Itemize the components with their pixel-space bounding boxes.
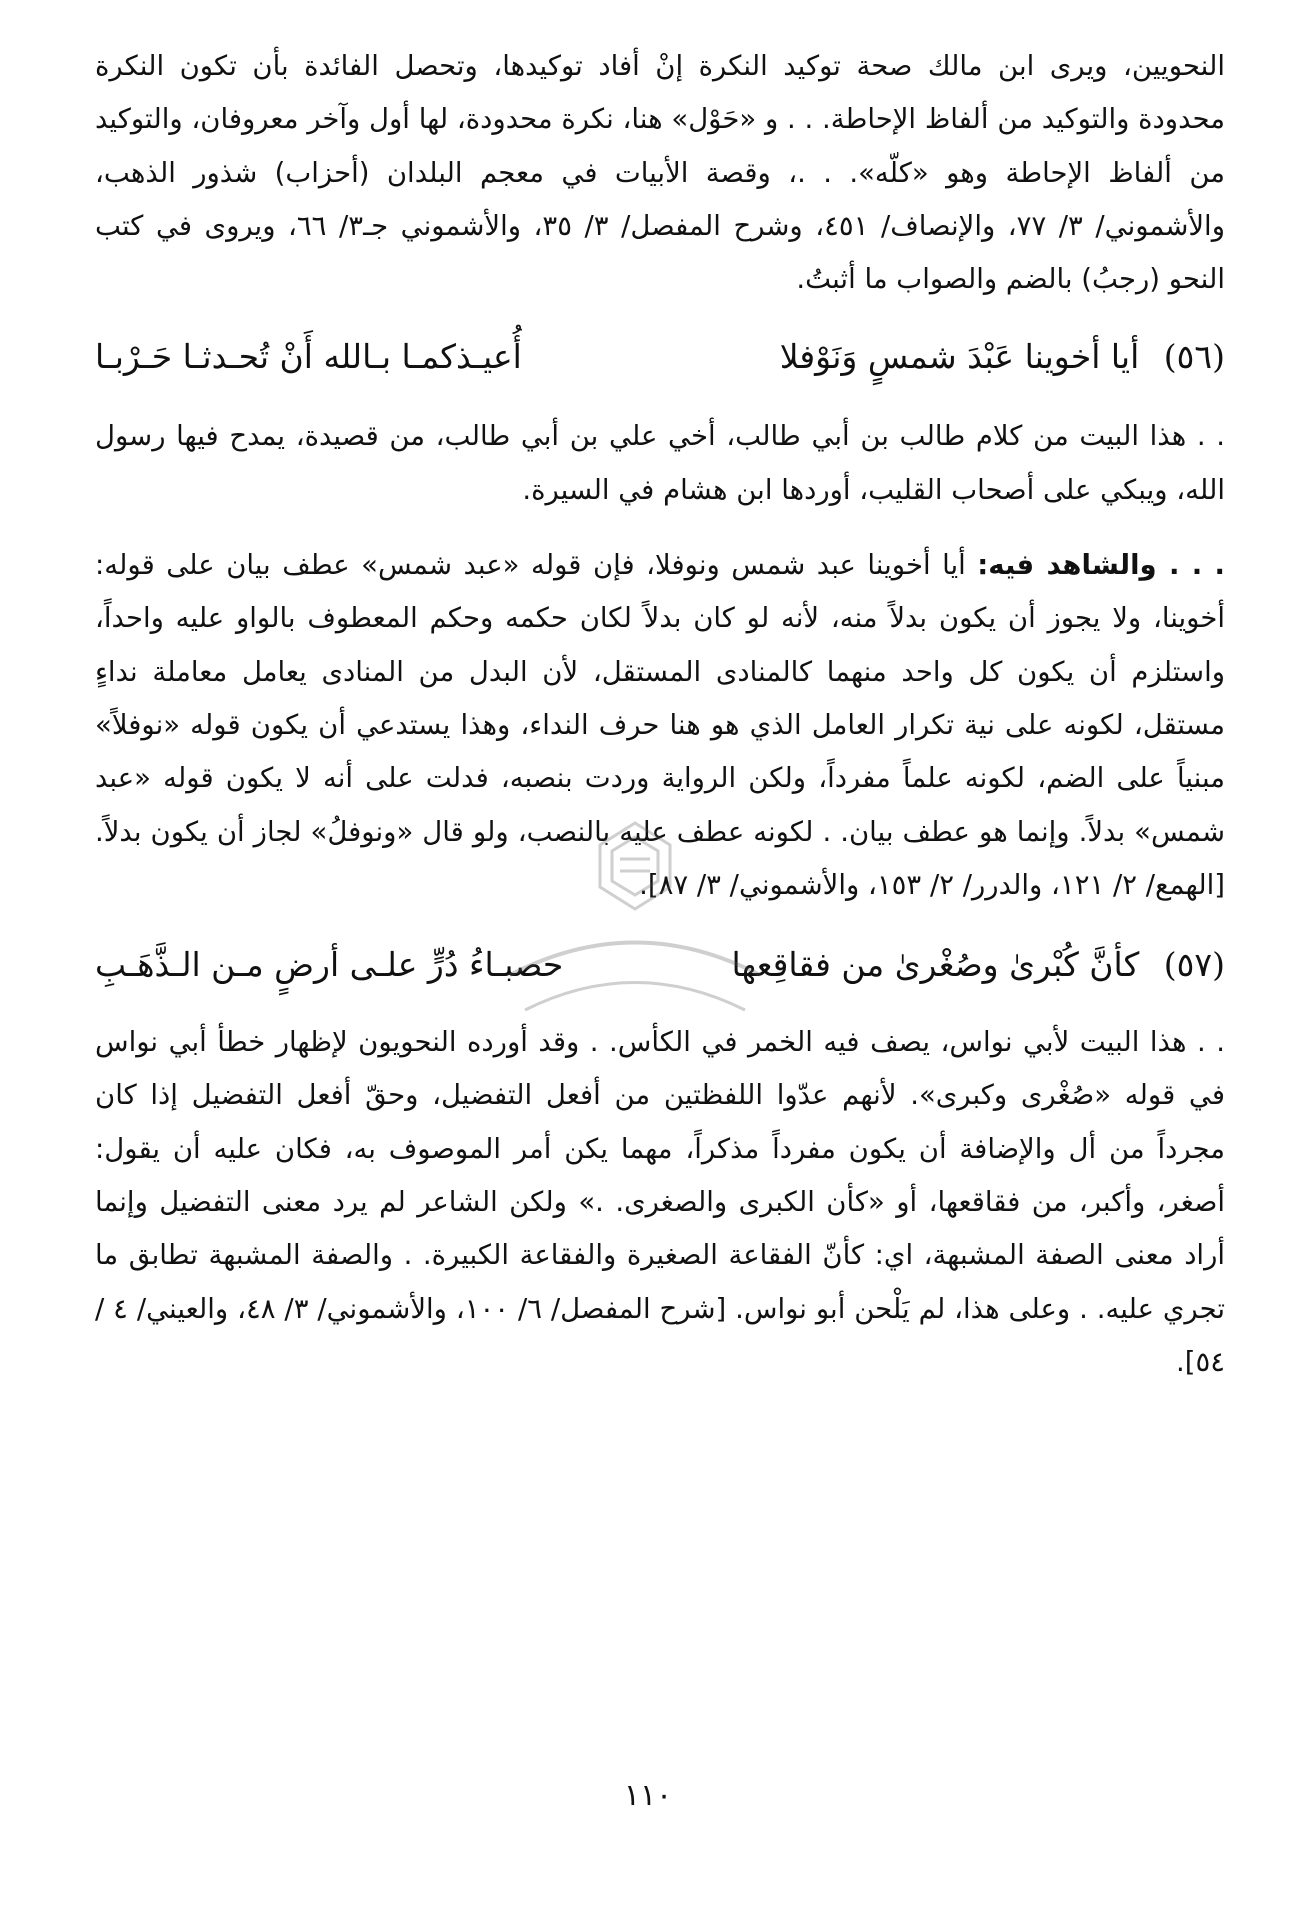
page-body [95,40,1225,1389]
verse-57 [95,936,1225,992]
verse-56 [95,328,1225,384]
verse-56-first-text: أيا أخوينا عَبْدَ شمسٍ وَنَوْفلا [779,336,1140,376]
paragraph-evidence-56 [95,539,1225,912]
verse-57-number: (٥٧) [1163,944,1225,984]
evidence-text: أيا أخوينا عبد شمس ونوفلا، فإن قوله «عبد شمس» عطف بيان على قوله: أخوينا، ولا يجوز أن يكون بدلاً منه، لأنه لو كان بدلاً لكان حكمه وحكم المعطوف بالواو عليه واحداً، واستلزم أن يكون كل واحد منهما كالمنادى المستقل، لأن البدل من المنادى يعامل معاملة نداءٍ مستقل، لكونه على نية تكرار العامل الذي هو هنا حرف النداء، وهذا يستدعي أن يكون قوله «نوفلاً» مبنياً على الضم، لكونه علماً مفرداً، ولكن الرواية وردت بنصبه، فدلت على أنه لا يكون قوله «عبد شمس» بدلاً. وإنما هو عطف بيان. . لكونه عطف عليه بالنصب، ولو قال «ونوفلُ» لجاز أن يكون بدلاً. [الهمع/ ٢/ ١٢١، والدرر/ ٢/ ١٥٣، والأشموني/ ٣/ ٨٧]. [95,549,1225,901]
verse-56-second-hemistich: أُعيـذكمـا بـالله أَنْ تُحـدثـا حَـرْبـا [95,336,522,376]
paragraph-source-56: . . هذا البيت من كلام طالب بن أبي طالب، أخي علي بن أبي طالب، من قصيدة، يمدح فيها رسول الله، ويبكي على أصحاب القليب، أوردها ابن هشام في السيرة. [95,420,1225,506]
verse-57-first-hemistich [731,945,1225,984]
page-number: ١١٠ [623,1778,673,1813]
paragraph-commentary-55: النحويين، ويرى ابن مالك صحة توكيد النكرة إنْ أفاد توكيدها، وتحصل الفائدة بأن تكون النكرة محدودة والتوكيد من ألفاظ الإحاطة. . . و «حَوْل» هنا، نكرة محدودة، لها أول وآخر معروفان، والتوكيد من ألفاظ الإحاطة وهو «كلّه». . .، وقصة الأبيات في معجم البلدان (أحزاب) شذور الذهب، والأشموني/ ٣/ ٧٧، والإنصاف/ ٤٥١، وشرح المفصل/ ٣/ ٣٥، والأشموني جـ٣/ ٦٦، ويروى في كتب النحو (رجبُ) بالضم والصواب ما أثبتُ. [95,50,1225,296]
verse-56-number: (٥٦) [1163,336,1225,376]
evidence-label: . . . والشاهد فيه: [977,549,1225,582]
verse-56-first-hemistich [780,337,1225,376]
paragraph-commentary-57: . . هذا البيت لأبي نواس، يصف فيه الخمر في الكأس. . وقد أورده النحويون لإظهار خطأ أبي نواس في قوله «صُغْرى وكبرى». لأنهم عدّوا اللفظتين من أفعل التفضيل، وحقّ أفعل التفضيل إذا كان مجرداً من أل والإضافة أن يكون مفرداً مذكراً، مهما يكن أمر الموصوف به، فكان عليه أن يقول: أصغر، وأكبر، من فقاقعها، أو «كأن الكبرى والصغرى. .» ولكن الشاعر لم يرد معنى التفضيل وإنما أراد معنى الصفة المشبهة، اي: كأنّ الفقاعة الصغيرة والفقاعة الكبيرة. . والصفة المشبهة تطابق ما تجري عليه. . وعلى هذا، لم يَلْحن أبو نواس. [شرح المفصل/ ٦/ ١٠٠، والأشموني/ ٣/ ٤٨، والعيني/ ٤ / ٥٤]. [95,1026,1226,1378]
verse-57-second-hemistich: حصبـاءُ دُرٍّ علـى أرضٍ مـن الـذَّهَـبِ [95,944,564,984]
verse-57-first-text: كأنَّ كُبْرىٰ وصُغْرىٰ من فقاقِعها [731,944,1140,984]
